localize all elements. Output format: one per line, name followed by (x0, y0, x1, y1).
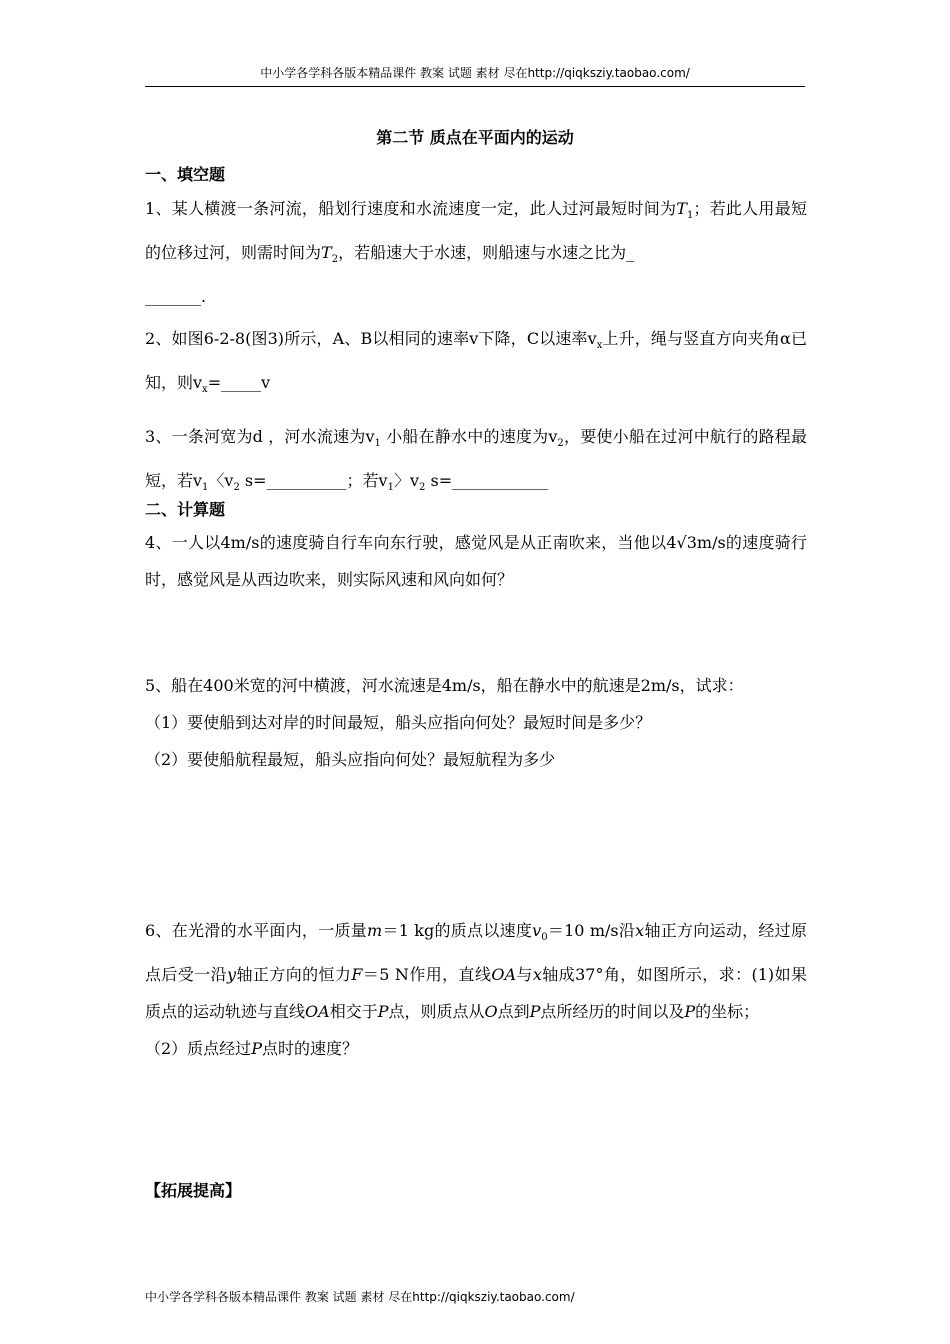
question-5: 5、船在400米宽的河中横渡，河水流速是4m/s，船在静水中的航速是2m/s，试求： （1）要使船到达对岸的时间最短，船头应指向何处？最短时间是多少？ （2）要使船航程最短，船头应指向何处？最短航程为多少 (145, 676, 744, 769)
question-6: 6、在光滑的水平面内，一质量m＝1 kg的质点以速度$v_0=10$ m/s沿x轴正方向运动，经过原点后受一沿y轴正方向的恒力F＝5 N作用，直线OA与x轴成37°角，如图所示，求：(1)如果质点的运动轨迹与直线OA相交于P点，则质点从O点到P点所经历的时间以及P的坐标； （2）质点经过P点时的速度？ (145, 921, 807, 1059)
page-title: 第二节 质点在平面内的运动 (376, 128, 574, 147)
page-footer: 中小学各学科各版本精品课件 教案 试题 素材 尽在http://qiqksziy.taobao.com/ (145, 1290, 575, 1304)
question-3: 3、一条河宽为d ，河水流速为$v_1$ 小船在静水中的速度为$v_2$，要使小船在过河中航行的路程最短，若$v_1$〈$v_2$ s=__________；若$v_1$〉$v_2$ s=____________ (145, 427, 807, 494)
question-1: 1、某人横渡一条河流，船划行速度和水流速度一定，此人过河最短时间为$T_1$；若此人用最短的位移过河，则需时间为$T_2$，若船速大于水速，则船速与水速之比为_ _______. (145, 199, 807, 307)
page-header: 中小学各学科各版本精品课件 教案 试题 素材 尽在http://qiqksziy.taobao.com/ (145, 64, 805, 87)
question-2: 2、如图6-2-8(图3)所示，A、B以相同的速率v下降，C以速率$v_x$上升，绳与竖直方向夹角α已知，则$v_x=\_\_\_\_\_v$ (145, 329, 807, 396)
section-calculation: 二、计算题 (145, 500, 226, 519)
question-4: 4、一人以4m/s的速度骑自行车向东行驶，感觉风是从正南吹来，当他以4√3m/s的速度骑行时，感觉风是从西边吹来，则实际风速和风向如何？ (145, 533, 807, 589)
extend-heading: 【拓展提高】 (145, 1181, 242, 1200)
section-fill-blank: 一、填空题 (145, 165, 226, 184)
